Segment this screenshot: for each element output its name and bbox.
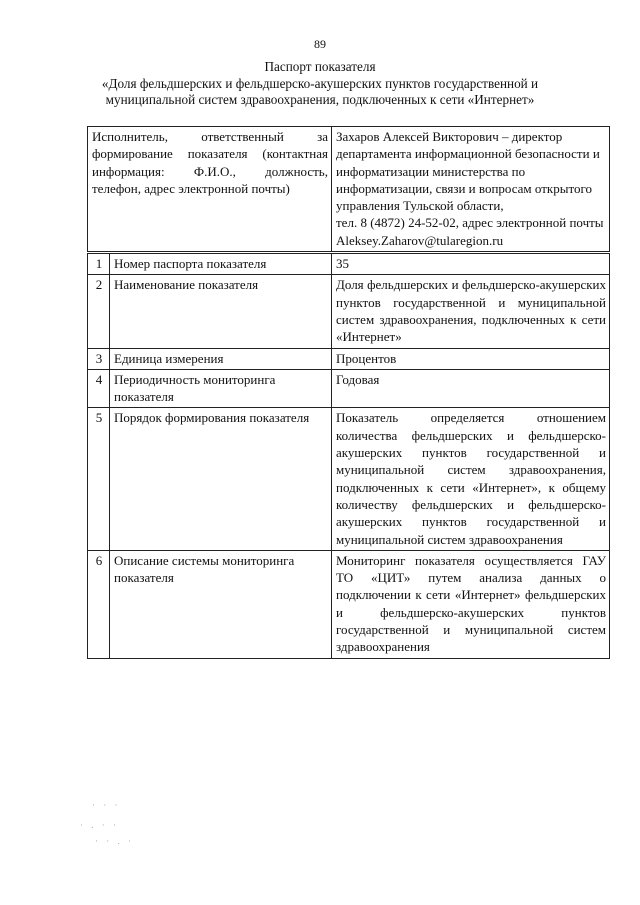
row-number: 4	[88, 369, 110, 408]
table-row	[88, 253, 610, 275]
row-number: 2	[88, 275, 110, 348]
row-number: 1	[88, 253, 110, 275]
row-number: 6	[88, 550, 110, 658]
passport-table	[87, 126, 610, 659]
table-row	[88, 550, 610, 658]
table-row	[88, 348, 610, 369]
document-title	[60, 59, 580, 109]
executor-name-position: Захаров Алексей Викторович – директор департамента информационной безопасности и информатизации министерства по информатизации, связи и вопросам открытого управления Тульской области,	[336, 129, 600, 214]
row-value: Доля фельдшерских и фельдшерско-акушерских пунктов государственной и муниципальной систем здравоохранения, подключенных к сети «Интернет»	[332, 275, 610, 348]
title-line-3: муниципальной систем здравоохранения, подключенных к сети «Интернет»	[105, 92, 535, 107]
row-value: Процентов	[332, 348, 610, 369]
page-number: 89	[314, 37, 326, 51]
row-label: Единица измерения	[110, 348, 332, 369]
row-label: Порядок формирования показателя	[110, 408, 332, 550]
row-number: 3	[88, 348, 110, 369]
executor-value	[332, 127, 610, 253]
title-line-2: «Доля фельдшерских и фельдшерско-акушерских пунктов государственной и	[101, 75, 539, 91]
title-line-1: Паспорт показателя	[264, 59, 376, 74]
row-label: Номер паспорта показателя	[110, 253, 332, 275]
row-label: Наименование показателя	[110, 275, 332, 348]
row-value: Мониторинг показателя осуществляется ГАУ ТО «ЦИТ» путем анализа данных о подключении к сети «Интернет» фельдшерских и фельдшерско-акушерских пунктов государственной и муниципальной систем здравоохранения	[332, 550, 610, 658]
executor-label: Исполнитель, ответственный за формирование показателя (контактная информация: Ф.И.О., должность, телефон, адрес электронной почты)	[88, 127, 332, 253]
row-label: Периодичность мониторинга показателя	[110, 369, 332, 408]
executor-contacts: тел. 8 (4872) 24-52-02, адрес электронной почты Aleksey.Zaharov@tularegion.ru	[336, 215, 604, 248]
executor-row	[88, 127, 610, 253]
row-value: 35	[332, 253, 610, 275]
row-value: Показатель определяется отношением количества фельдшерских и фельдшерско-акушерских пунктов государственной и муниципальной систем здравоохранения, подключенных к сети «Интернет», к общему количеству фельдшерских и фельдшерско-акушерских пунктов государственной и муниципальной систем здравоохранения	[332, 408, 610, 550]
table-row	[88, 408, 610, 550]
scan-noise: · . · ·	[80, 820, 119, 830]
table-row	[88, 369, 610, 408]
row-label: Описание системы мониторинга показателя	[110, 550, 332, 658]
row-value: Годовая	[332, 369, 610, 408]
scan-noise: · · . ·	[95, 836, 134, 846]
scan-noise: · · ·	[92, 800, 121, 810]
row-number: 5	[88, 408, 110, 550]
table-row	[88, 275, 610, 348]
